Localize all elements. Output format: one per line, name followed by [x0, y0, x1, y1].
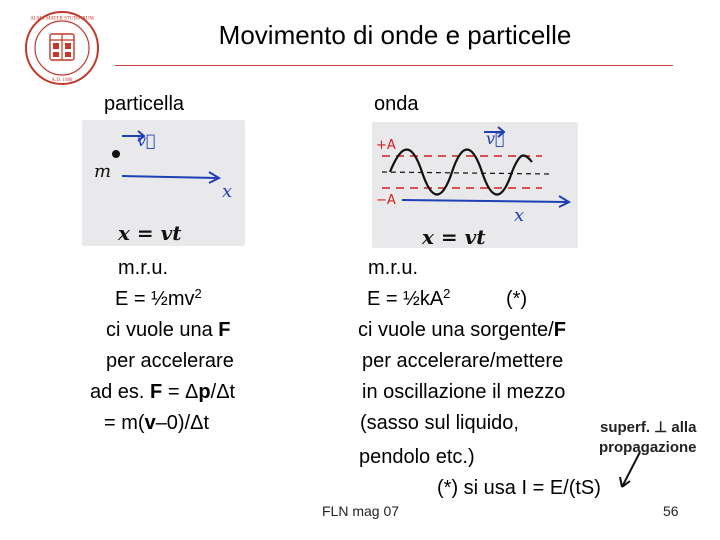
- wave-sketch-image: [372, 122, 578, 248]
- wave-axis: [382, 172, 550, 174]
- annotation-propagation: propagazione: [599, 439, 697, 456]
- heading-onda: onda: [374, 93, 419, 115]
- trajectory-arrow: [122, 172, 219, 183]
- velocity-label: v⃗: [137, 131, 156, 150]
- title-divider: [115, 65, 673, 66]
- wave-equation-x-vt: x = vt: [422, 225, 486, 248]
- minus-amplitude-label: −A: [376, 193, 396, 208]
- seal-text-top: ALMA MATER STUDIORUM: [30, 16, 94, 22]
- mass-label: m: [94, 161, 112, 182]
- right-line-energy: $E = \frac{1}{2}kA^2$: [367, 286, 451, 310]
- wave-velocity-label: v⃗: [486, 129, 505, 148]
- left-line-example: ad es. F = Δp/Δt: [90, 381, 236, 403]
- footer-date: FLN mag 07: [322, 503, 400, 519]
- right-line-star: (*): [506, 288, 528, 310]
- propagation-arrow: [402, 196, 569, 207]
- page-number: 56: [663, 503, 679, 519]
- left-line-force: ci vuole una F: [106, 319, 231, 341]
- right-line-pendulum: pendolo etc.): [359, 446, 475, 468]
- x-axis-label: x: [222, 181, 233, 202]
- equation-x-vt: x = vt: [118, 221, 182, 245]
- left-line-momentum: = m(v–0)/Δt: [104, 412, 210, 434]
- particle-sketch-image: [82, 120, 245, 246]
- wave-x-label: x: [514, 205, 525, 226]
- annotation-surface: superf. ⊥ alla: [600, 419, 697, 436]
- particle-dot: [112, 150, 120, 158]
- right-line-stone: (sasso sul liquido,: [360, 412, 519, 434]
- left-line-accelerate: per accelerare: [106, 350, 234, 372]
- right-line-mru: m.r.u.: [368, 257, 419, 279]
- left-line-energy: $E = \frac{1}{2}mv^2$: [115, 286, 202, 310]
- right-line-oscillation: in oscillazione il mezzo: [362, 381, 566, 403]
- plus-amplitude-label: +A: [376, 138, 396, 153]
- right-line-intensity: (*) si usa I = E/(tS): [437, 477, 601, 499]
- heading-particella: particella: [104, 93, 185, 115]
- seal-text-bottom: A.D. 1088: [51, 78, 73, 83]
- right-line-accelerate: per accelerare/mettere: [362, 350, 564, 372]
- slide-title: Movimento di onde e particelle: [218, 20, 572, 50]
- left-line-mru: m.r.u.: [118, 257, 169, 279]
- right-line-source: ci vuole una sorgente/F: [358, 319, 566, 341]
